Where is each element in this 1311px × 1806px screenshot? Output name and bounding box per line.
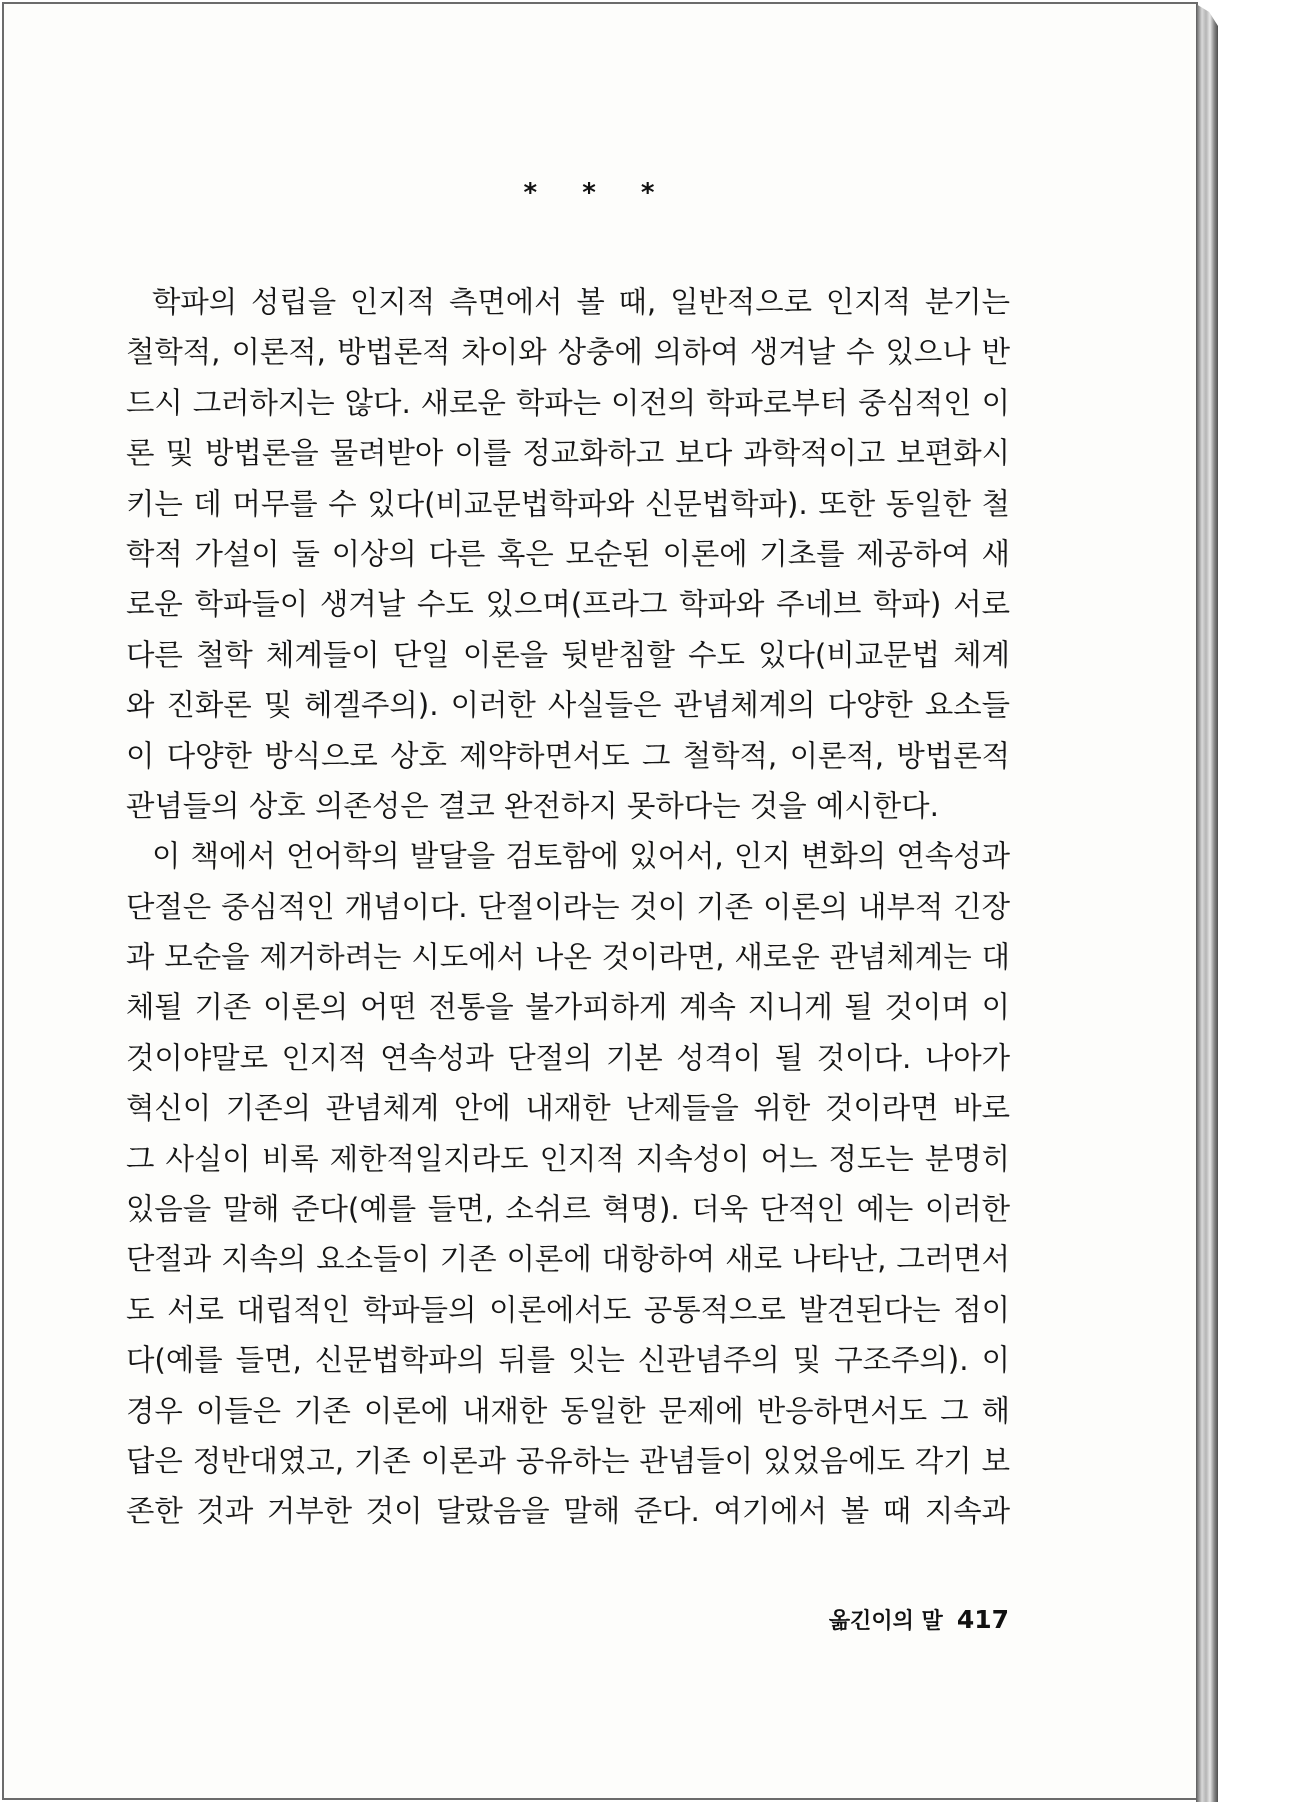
text-line: 경우 이들은 기존 이론에 내재한 동일한 문제에 반응하면서도 그 해: [126, 1393, 1010, 1428]
text-line: 이 다양한 방식으로 상호 제약하면서도 그 철학적, 이론적, 방법론적: [126, 738, 1010, 773]
text-line: 학파의 성립을 인지적 측면에서 볼 때, 일반적으로 인지적 분기는: [152, 285, 1010, 319]
text-line: 있음을 말해 준다(예를 들면, 소쉬르 혁명). 더욱 단적인 예는 이러한: [126, 1192, 1010, 1227]
page-footer: [829, 1604, 1009, 1635]
text-line: 관념들의 상호 의존성은 결코 완전하지 못하다는 것을 예시한다.: [126, 788, 939, 823]
text-line: 것이야말로 인지적 연속성과 단절의 기본 성격이 될 것이다. 나아가: [126, 1040, 1010, 1075]
text-line: 단절은 중심적인 개념이다. 단절이라는 것이 기존 이론의 내부적 긴장: [126, 889, 1010, 924]
section-break-ornament: * * *: [523, 178, 673, 208]
text-line: 드시 그러하지는 않다. 새로운 학파는 이전의 학파로부터 중심적인 이: [126, 385, 1010, 420]
text-line: 다른 철학 체계들이 단일 이론을 뒷받침할 수도 있다(비교문법 체계: [126, 637, 1010, 672]
paragraph: [126, 277, 1010, 831]
text-line: 체될 기존 이론의 어떤 전통을 불가피하게 계속 지니게 될 것이며 이: [126, 990, 1010, 1025]
text-line: 철학적, 이론적, 방법론적 차이와 상충에 의하여 생겨날 수 있으나 반: [126, 335, 1010, 370]
text-line: 존한 것과 거부한 것이 달랐음을 말해 준다. 여기에서 볼 때 지속과: [126, 1494, 1010, 1529]
text-line: 도 서로 대립적인 학파들의 이론에서도 공통적으로 발견된다는 점이: [126, 1292, 1010, 1327]
text-line: 답은 정반대였고, 기존 이론과 공유하는 관념들이 있었음에도 각기 보: [126, 1443, 1010, 1478]
page-number: 417: [956, 1605, 1009, 1634]
page-edge-stack: [1196, 4, 1218, 1802]
text-line: 와 진화론 및 헤겔주의). 이러한 사실들은 관념체계의 다양한 요소들: [126, 688, 1010, 723]
text-line: 키는 데 머무를 수 있다(비교문법학파와 신문법학파). 또한 동일한 철: [126, 486, 1010, 521]
text-line: 그 사실이 비록 제한적일지라도 인지적 지속성이 어느 정도는 분명히: [126, 1141, 1010, 1176]
text-line: 과 모순을 제거하려는 시도에서 나온 것이라면, 새로운 관념체계는 대: [126, 940, 1010, 975]
page-body: [126, 277, 1010, 1537]
text-line: 학적 가설이 둘 이상의 다른 혹은 모순된 이론에 기초를 제공하여 새: [126, 536, 1010, 571]
running-footer-title: 옮긴이의 말: [828, 1609, 943, 1634]
text-line: 론 및 방법론을 물려받아 이를 정교화하고 보다 과학적이고 보편화시: [126, 436, 1010, 471]
text-line: 단절과 지속의 요소들이 기존 이론에 대항하여 새로 나타난, 그러면서: [126, 1242, 1010, 1277]
text-line: 이 책에서 언어학의 발달을 검토함에 있어서, 인지 변화의 연속성과: [152, 839, 1010, 874]
paragraph: [126, 831, 1010, 1536]
text-line: 로운 학파들이 생겨날 수도 있으며(프라그 학파와 주네브 학파) 서로: [126, 587, 1010, 622]
text-line: 혁신이 기존의 관념체계 안에 내재한 난제들을 위한 것이라면 바로: [126, 1091, 1010, 1126]
text-line: 다(예를 들면, 신문법학파의 뒤를 잇는 신관념주의 및 구조주의). 이: [126, 1343, 1010, 1378]
